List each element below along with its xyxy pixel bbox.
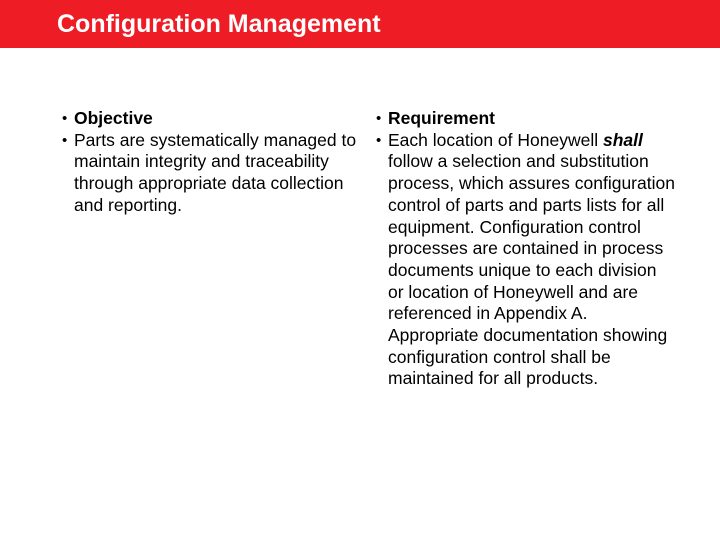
requirement-column xyxy=(376,108,676,390)
objective-body: Parts are systematically managed to maintain integrity and traceability through appropriate data collection and reporting. xyxy=(74,129,357,215)
bullet-icon: • xyxy=(62,110,68,127)
objective-body-item xyxy=(62,130,362,217)
bullet-icon: • xyxy=(62,131,68,149)
slide-title: Configuration Management xyxy=(57,10,381,38)
requirement-body-item xyxy=(376,130,676,390)
title-bar xyxy=(0,0,720,48)
requirement-body-lead: Each location of Honeywell xyxy=(388,129,603,150)
bullet-icon: • xyxy=(376,110,382,127)
requirement-heading-item xyxy=(376,108,676,130)
objective-column xyxy=(62,108,362,217)
requirement-body-rest: follow a selection and substitution process, which assures configuration control of parts and parts lists for all equipment. Configuration control processes are contained in process documents unique to each division or location of Honeywell and are referenced in Appendix A. Appropriate documentation showing configuration control shall be maintained for all products. xyxy=(388,151,675,389)
bullet-icon: • xyxy=(376,131,382,149)
objective-heading-item xyxy=(62,108,362,130)
requirement-body-emphasis: shall xyxy=(602,129,643,150)
objective-heading: Objective xyxy=(74,108,153,128)
requirement-heading: Requirement xyxy=(388,108,495,128)
